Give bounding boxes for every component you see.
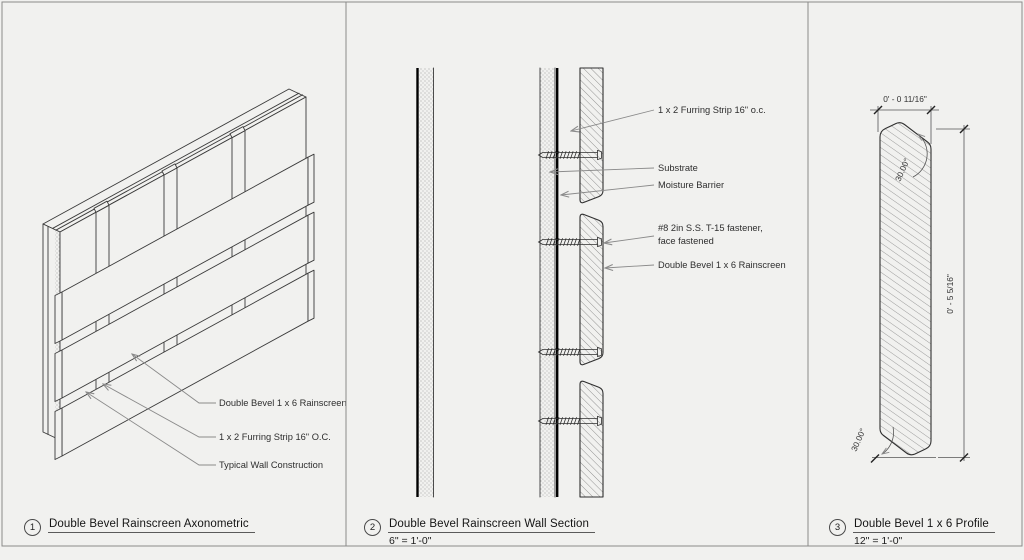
viewport-title-3: [829, 514, 995, 547]
viewport-scale-2: 6" = 1'-0": [389, 535, 432, 547]
dim-angle-top: 30.00°: [892, 156, 912, 183]
label-fastener-line2: face fastened: [658, 236, 714, 246]
label-furring-axon: 1 x 2 Furring Strip 16" O.C.: [219, 432, 331, 442]
viewport-number-2: [364, 519, 381, 536]
dim-height: 0' - 5 5/16": [945, 274, 955, 314]
viewport-number-1: [24, 519, 41, 536]
label-fastener-line1: #8 2in S.S. T-15 fastener,: [658, 223, 763, 233]
dim-width: 0' - 0 11/16": [883, 94, 927, 104]
viewport-number-text: 1: [29, 522, 36, 533]
label-substrate: Substrate: [658, 163, 698, 173]
profile-drawing: [849, 94, 970, 463]
viewport-number-3: [829, 519, 846, 536]
label-rainscreen-section: Double Bevel 1 x 6 Rainscreen: [658, 260, 786, 270]
label-wall-axon: Typical Wall Construction: [219, 460, 324, 470]
viewport-number-text: 2: [369, 522, 376, 533]
label-rainscreen-axon: Double Bevel 1 x 6 Rainscreen: [219, 398, 347, 408]
substrate-band: [540, 68, 555, 497]
rainscreen-boards-section: [580, 68, 603, 497]
viewport-title-text-1: Double Bevel Rainscreen Axonometric: [48, 518, 255, 533]
viewport-number-text: 3: [834, 522, 841, 533]
viewport-title-2: [364, 514, 595, 547]
viewport-title-text-2: Double Bevel Rainscreen Wall Section: [388, 518, 595, 533]
viewport-title-1: [24, 514, 255, 536]
viewport-title-text-3: Double Bevel 1 x 6 Profile: [853, 518, 995, 533]
viewport-scale-3: 12" = 1'-0": [854, 535, 903, 547]
label-moisture-barrier: Moisture Barrier: [658, 180, 725, 190]
label-furring-section: 1 x 2 Furring Strip 16" o.c.: [658, 105, 766, 115]
axonometric-drawing: [43, 89, 347, 470]
dim-angle-bottom: 30.00°: [848, 426, 868, 453]
wall-section-drawing: [418, 68, 786, 497]
typical-wall-band: [418, 68, 434, 497]
